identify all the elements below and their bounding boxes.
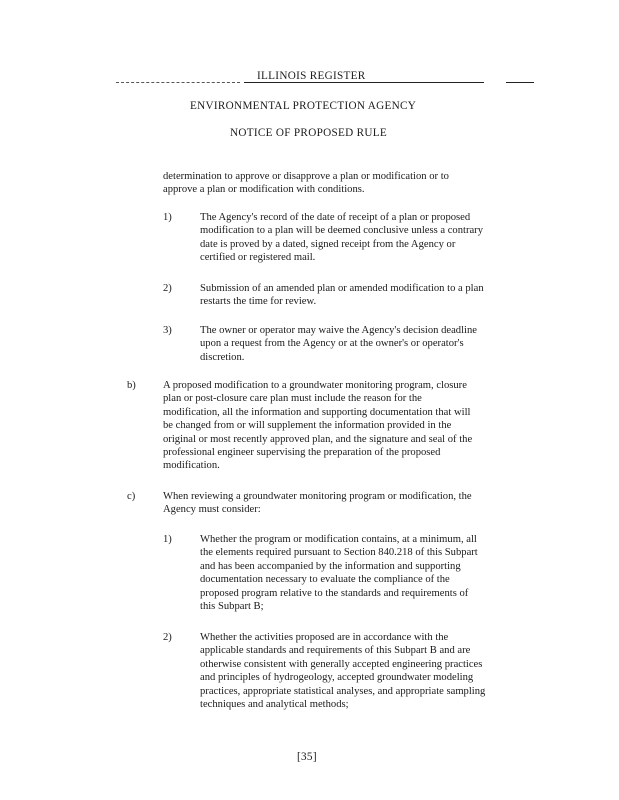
text-line: determination to approve or disapprove a plan or modification or to: [163, 171, 449, 182]
text-line: certified or registered mail.: [200, 252, 316, 264]
text-line: restarts the time for review.: [200, 296, 317, 308]
header-rule-right: [506, 82, 534, 83]
register-title: ILLINOIS REGISTER: [257, 70, 366, 82]
text-line: Submission of an amended plan or amended modification to a plan: [200, 283, 484, 294]
item-a3: [200, 324, 477, 364]
text-line: and has been accompanied by the information and supporting: [200, 560, 461, 572]
text-line: otherwise consistent with generally accepted engineering practices: [200, 658, 483, 670]
section-b-paragraph: [163, 379, 472, 473]
item-marker: 2): [163, 632, 172, 643]
text-line: The Agency's record of the date of receipt of a plan or proposed: [200, 212, 471, 223]
text-line: and principles of hydrogeology, accepted groundwater modeling: [200, 672, 474, 684]
text-line: techniques and analytical methods;: [200, 699, 349, 711]
text-line: be changed from or will supplement the information provided in the: [163, 420, 452, 432]
text-line: Agency must consider:: [163, 504, 261, 516]
text-line: date is proved by a dated, signed receipt from the Agency or: [200, 238, 456, 250]
item-a1: [200, 211, 483, 265]
item-c1: [200, 533, 478, 613]
header-dashed-rule: [116, 82, 240, 84]
text-line: the elements required pursuant to Section 840.218 of this Subpart: [200, 547, 478, 559]
text-line: this Subpart B;: [200, 601, 264, 613]
item-marker: 1): [163, 534, 172, 545]
text-line: original or most recently approved plan, and the signature and seal of the: [163, 433, 473, 445]
intro-paragraph: [163, 170, 449, 197]
text-line: A proposed modification to a groundwater monitoring program, closure: [163, 380, 467, 391]
item-c2: [200, 631, 485, 711]
text-line: professional engineer supervising the preparation of the proposed: [163, 447, 441, 459]
agency-title: ENVIRONMENTAL PROTECTION AGENCY: [190, 100, 417, 112]
item-a2: [200, 282, 484, 309]
text-line: practices, appropriate statistical analyses, and appropriate sampling: [200, 685, 486, 697]
text-line: approve a plan or modification with conditions.: [163, 184, 365, 196]
text-line: modification to a plan will be deemed conclusive unless a contrary: [200, 225, 484, 237]
item-marker: 3): [163, 325, 172, 336]
text-line: When reviewing a groundwater monitoring program or modification, the: [163, 491, 472, 502]
text-line: documentation necessary to evaluate the compliance of the: [200, 574, 450, 586]
item-marker: 1): [163, 212, 172, 223]
text-line: The owner or operator may waive the Agency's decision deadline: [200, 325, 477, 336]
text-line: modification.: [163, 460, 220, 472]
text-line: Whether the activities proposed are in accordance with the: [200, 632, 449, 643]
text-line: proposed program relative to the standards and requirements of: [200, 587, 469, 599]
header-rule: [244, 82, 484, 83]
section-c-paragraph: [163, 490, 472, 517]
page-number: [35]: [297, 751, 317, 763]
section-marker: b): [127, 380, 136, 391]
text-line: upon a request from the Agency or at the owner's or operator's: [200, 338, 464, 350]
notice-title: NOTICE OF PROPOSED RULE: [230, 127, 388, 139]
text-line: applicable standards and requirements of this Subpart B and are: [200, 645, 471, 657]
text-line: discretion.: [200, 351, 245, 363]
text-line: modification, all the information and supporting documentation that will: [163, 406, 471, 418]
text-line: Whether the program or modification contains, at a minimum, all: [200, 534, 477, 545]
item-marker: 2): [163, 283, 172, 294]
text-line: plan or post-closure care plan must include the reason for the: [163, 393, 422, 405]
section-marker: c): [127, 491, 136, 502]
